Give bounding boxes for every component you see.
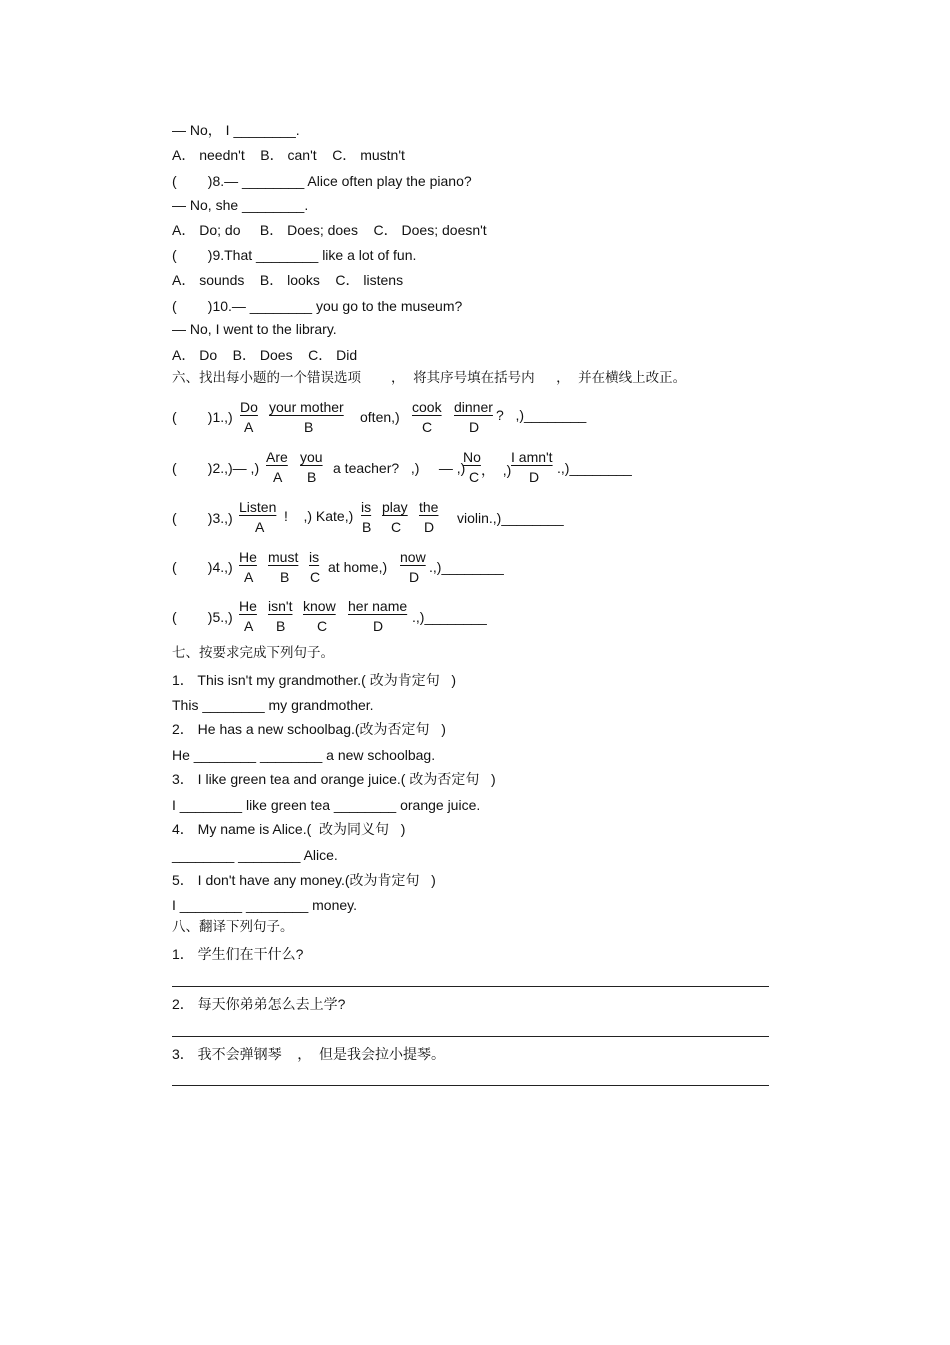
- option-text: No: [463, 449, 481, 465]
- error-question-2: [172, 448, 772, 488]
- text-segment: ( )3.,): [172, 510, 233, 526]
- text-segment: at home,): [328, 559, 388, 575]
- text-segment: .,)________: [412, 609, 487, 625]
- option-text: her name: [348, 598, 408, 614]
- text-line: 3． I like green tea and orange juice.( 改为否定句 ): [172, 771, 496, 787]
- option-text: Do: [240, 399, 258, 415]
- option-text: is: [309, 549, 320, 565]
- option-letter: B: [304, 419, 314, 435]
- option-letter: C: [391, 519, 402, 535]
- option-letter: D: [409, 569, 420, 585]
- question-8: ( )8.— ________ Alice often play the piano?: [172, 173, 472, 189]
- text-segment: violin.,)________: [457, 510, 564, 526]
- translate-question-1: 1． 学生们在干什么?: [172, 946, 304, 962]
- text-segment: ( )5.,): [172, 609, 233, 625]
- section-7-title: 七、按要求完成下列句子。: [172, 645, 334, 661]
- options-line: A． needn't B． can't C． mustn't: [172, 147, 405, 163]
- text-line: — No， I ________.: [172, 122, 300, 138]
- option-text: He: [239, 549, 257, 565]
- text-line: — No, she ________.: [172, 197, 309, 213]
- option-text: isn't: [268, 598, 293, 614]
- option-text: Are: [266, 449, 288, 465]
- text-segment: ? ,)________: [496, 407, 587, 423]
- option-letter: B: [307, 469, 317, 485]
- option-letter: A: [244, 419, 254, 435]
- option-text: your mother: [269, 399, 344, 415]
- option-text: He: [239, 598, 257, 614]
- option-text: cook: [412, 399, 442, 415]
- option-letter: A: [255, 519, 265, 535]
- answer-line: [172, 1085, 769, 1086]
- question-10: ( )10.— ________ you go to the museum?: [172, 298, 463, 314]
- text-segment: a teacher? ,) — ,): [333, 460, 466, 476]
- text-segment: often,): [360, 409, 400, 425]
- option-letter: B: [280, 569, 290, 585]
- options-line: A． sounds B． looks C． listens: [172, 272, 404, 288]
- option-letter: D: [424, 519, 435, 535]
- text-line: He ________ ________ a new schoolbag.: [172, 747, 436, 763]
- option-text: is: [361, 499, 372, 515]
- text-line: 1． This isn't my grandmother.( 改为肯定句 ): [172, 672, 457, 688]
- text-segment: ， ,): [481, 462, 512, 478]
- translate-question-3: 3． 我不会弹钢琴 ， 但是我会拉小提琴。: [172, 1046, 446, 1062]
- option-letter: D: [373, 618, 384, 634]
- option-letter: C: [310, 569, 321, 585]
- text-line: ________ ________ Alice.: [172, 847, 338, 863]
- option-text: Listen: [239, 499, 277, 515]
- option-text: know: [303, 598, 336, 614]
- text-line: I ________ like green tea ________ orange juice.: [172, 797, 481, 813]
- text-segment: ! ,) Kate,): [284, 508, 354, 524]
- text-line: This ________ my grandmother.: [172, 697, 374, 713]
- option-letter: C: [469, 469, 480, 485]
- option-letter: D: [469, 419, 480, 435]
- options-line: A． Do; do B． Does; does C． Does; doesn't: [172, 222, 487, 238]
- text-line: I ________ ________ money.: [172, 897, 358, 913]
- error-question-5: [172, 597, 772, 637]
- option-text: play: [382, 499, 408, 515]
- option-letter: A: [273, 469, 283, 485]
- section-8-title: 八、翻译下列句子。: [172, 919, 294, 935]
- section-6-title: 六、找出每小题的一个错误选项 ， 将其序号填在括号内 ， 并在横线上改正。: [172, 370, 687, 386]
- options-line: A． Do B． Does C． Did: [172, 347, 358, 363]
- option-text: you: [300, 449, 323, 465]
- option-letter: A: [244, 569, 254, 585]
- option-letter: B: [362, 519, 372, 535]
- option-letter: A: [244, 618, 254, 634]
- text-line: 2． He has a new schoolbag.(改为否定句 ): [172, 721, 446, 737]
- text-segment: .,)________: [429, 559, 504, 575]
- text-segment: .,)________: [557, 460, 632, 476]
- text-segment: ( )2.,)— ,): [172, 460, 260, 476]
- option-text: now: [400, 549, 426, 565]
- option-text: dinner: [454, 399, 493, 415]
- text-segment: ( )4.,): [172, 559, 233, 575]
- option-letter: C: [422, 419, 433, 435]
- question-9: ( )9.That ________ like a lot of fun.: [172, 247, 417, 263]
- text-line: — No, I went to the library.: [172, 321, 337, 337]
- text-line: 4． My name is Alice.( 改为同义句 ): [172, 821, 406, 837]
- error-question-3: [172, 498, 772, 538]
- option-text: must: [268, 549, 299, 565]
- option-letter: D: [529, 469, 540, 485]
- option-letter: C: [317, 618, 328, 634]
- error-question-1: [172, 398, 772, 438]
- text-segment: ( )1.,): [172, 409, 233, 425]
- option-text: the: [419, 499, 439, 515]
- text-line: 5． I don't have any money.(改为肯定句 ): [172, 872, 436, 888]
- error-question-4: [172, 548, 772, 588]
- option-text: I amn't: [511, 449, 553, 465]
- translate-question-2: 2． 每天你弟弟怎么去上学?: [172, 996, 346, 1012]
- answer-line: [172, 1036, 769, 1037]
- option-letter: B: [276, 618, 286, 634]
- answer-line: [172, 986, 769, 987]
